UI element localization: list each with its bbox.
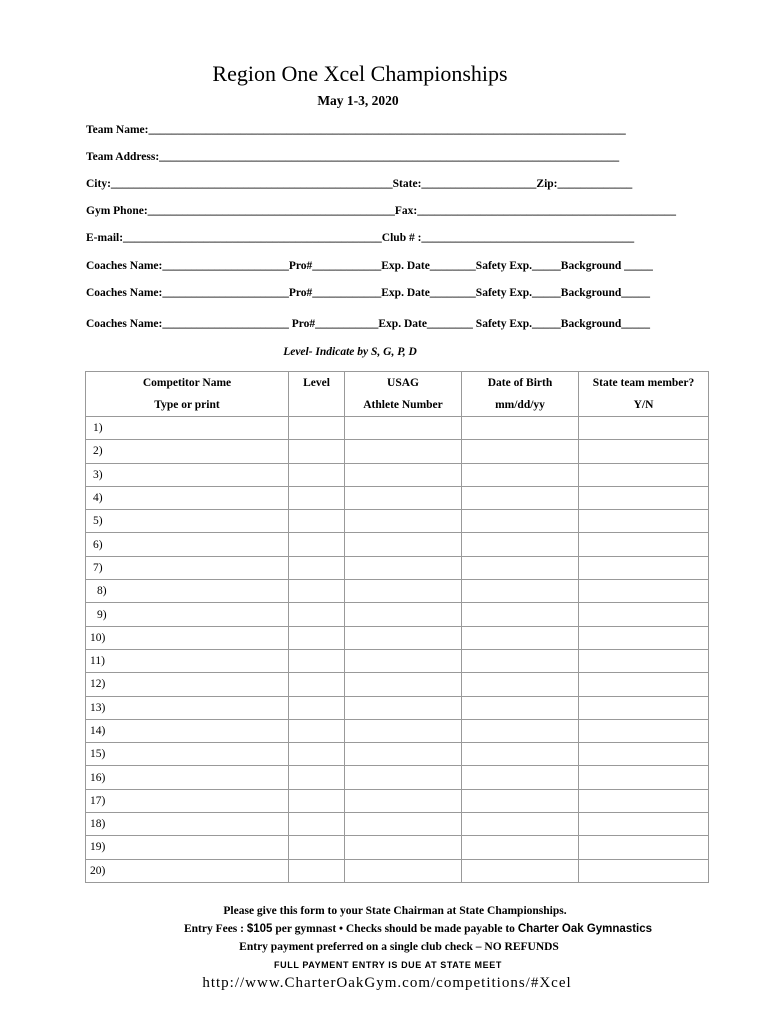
table-row xyxy=(86,813,709,836)
level-cell[interactable] xyxy=(289,626,345,649)
usag-cell[interactable] xyxy=(345,580,462,603)
dob-cell[interactable] xyxy=(462,533,579,556)
dob-cell[interactable] xyxy=(462,813,579,836)
dob-cell[interactable] xyxy=(462,859,579,882)
usag-cell[interactable] xyxy=(345,719,462,742)
usag-cell[interactable] xyxy=(345,486,462,509)
dob-cell[interactable] xyxy=(462,603,579,626)
table-row xyxy=(86,556,709,579)
table-subheader-row xyxy=(86,394,709,417)
usag-cell[interactable] xyxy=(345,743,462,766)
coach-3-field[interactable]: Coaches Name:______________________ Pro#___________Exp. Date________ Safety Exp._____Background_____ xyxy=(86,318,651,330)
row-number: 12) xyxy=(86,673,289,696)
dob-cell[interactable] xyxy=(462,649,579,672)
row-number: 16) xyxy=(86,766,289,789)
dob-cell[interactable] xyxy=(462,626,579,649)
team-address-field[interactable]: Team Address:________________________________________________________________________________ xyxy=(86,151,620,163)
state-team-cell[interactable] xyxy=(579,836,709,859)
level-cell[interactable] xyxy=(289,859,345,882)
level-cell[interactable] xyxy=(289,463,345,486)
usag-cell[interactable] xyxy=(345,603,462,626)
state-team-cell[interactable] xyxy=(579,440,709,463)
state-team-cell[interactable] xyxy=(579,580,709,603)
usag-cell[interactable] xyxy=(345,626,462,649)
coach-1-field[interactable]: Coaches Name:______________________Pro#____________Exp. Date________Safety Exp._____Background _____ xyxy=(86,260,653,272)
level-note: Level- Indicate by S, G, P, D xyxy=(283,346,417,358)
level-cell[interactable] xyxy=(289,813,345,836)
state-team-cell[interactable] xyxy=(579,813,709,836)
state-team-cell[interactable] xyxy=(579,696,709,719)
usag-cell[interactable] xyxy=(345,836,462,859)
entry-fees-line xyxy=(0,923,770,935)
state-team-cell[interactable] xyxy=(579,719,709,742)
level-cell[interactable] xyxy=(289,486,345,509)
row-number: 2) xyxy=(86,440,289,463)
usag-cell[interactable] xyxy=(345,533,462,556)
payee-name: Charter Oak Gymnastics xyxy=(517,923,653,935)
column-subheader: mm/dd/yy xyxy=(462,394,579,417)
row-number: 5) xyxy=(86,510,289,533)
dob-cell[interactable] xyxy=(462,766,579,789)
usag-cell[interactable] xyxy=(345,417,462,440)
row-number: 17) xyxy=(86,789,289,812)
table-row xyxy=(86,789,709,812)
row-number: 18) xyxy=(86,813,289,836)
table-row xyxy=(86,626,709,649)
row-number: 8) xyxy=(86,580,289,603)
fees-amount: $105 xyxy=(246,923,273,935)
coach-2-field[interactable]: Coaches Name:______________________Pro#____________Exp. Date________Safety Exp._____Background_____ xyxy=(86,287,651,299)
dob-cell[interactable] xyxy=(462,789,579,812)
table-row xyxy=(86,603,709,626)
usag-cell[interactable] xyxy=(345,789,462,812)
level-cell[interactable] xyxy=(289,510,345,533)
state-team-cell[interactable] xyxy=(579,603,709,626)
website-link[interactable]: http://www.CharterOakGym.com/competitions/#Xcel xyxy=(202,975,572,991)
usag-cell[interactable] xyxy=(345,463,462,486)
table-row xyxy=(86,440,709,463)
usag-cell[interactable] xyxy=(345,649,462,672)
level-cell[interactable] xyxy=(289,719,345,742)
column-header: USAG xyxy=(345,372,462,395)
dob-cell[interactable] xyxy=(462,556,579,579)
level-cell[interactable] xyxy=(289,440,345,463)
usag-cell[interactable] xyxy=(345,440,462,463)
row-number: 4) xyxy=(86,486,289,509)
table-row xyxy=(86,766,709,789)
state-team-cell[interactable] xyxy=(579,463,709,486)
event-date: May 1-3, 2020 xyxy=(317,93,399,108)
state-team-cell[interactable] xyxy=(579,673,709,696)
level-cell[interactable] xyxy=(289,580,345,603)
table-row xyxy=(86,743,709,766)
usag-cell[interactable] xyxy=(345,813,462,836)
table-row xyxy=(86,696,709,719)
fees-middle: per gymnast • Checks should be made payable to xyxy=(272,923,518,935)
column-subheader: Y/N xyxy=(579,394,709,417)
submission-note: Please give this form to your State Chairman at State Championships. xyxy=(223,905,567,917)
state-team-cell[interactable] xyxy=(579,486,709,509)
dob-cell[interactable] xyxy=(462,580,579,603)
dob-cell[interactable] xyxy=(462,696,579,719)
table-row xyxy=(86,417,709,440)
table-row xyxy=(86,719,709,742)
level-cell[interactable] xyxy=(289,673,345,696)
table-row xyxy=(86,486,709,509)
table-header-row xyxy=(86,372,709,395)
dob-cell[interactable] xyxy=(462,486,579,509)
column-header: Date of Birth xyxy=(462,372,579,395)
column-subheader xyxy=(289,394,345,417)
city-state-zip-field[interactable]: City:_________________________________________________State:____________________Zip:_____________ xyxy=(86,178,633,190)
dob-cell[interactable] xyxy=(462,417,579,440)
gym-phone-fax-field[interactable]: Gym Phone:___________________________________________Fax:_____________________________________________ xyxy=(86,205,677,217)
usag-cell[interactable] xyxy=(345,696,462,719)
state-team-cell[interactable] xyxy=(579,510,709,533)
payment-note: Entry payment preferred on a single club check – NO REFUNDS xyxy=(239,941,559,953)
state-team-cell[interactable] xyxy=(579,533,709,556)
level-cell[interactable] xyxy=(289,417,345,440)
row-number: 3) xyxy=(86,463,289,486)
table-row xyxy=(86,836,709,859)
state-team-cell[interactable] xyxy=(579,626,709,649)
level-cell[interactable] xyxy=(289,766,345,789)
table-row xyxy=(86,859,709,882)
level-cell[interactable] xyxy=(289,743,345,766)
level-cell[interactable] xyxy=(289,603,345,626)
level-cell[interactable] xyxy=(289,649,345,672)
usag-cell[interactable] xyxy=(345,859,462,882)
row-number: 13) xyxy=(86,696,289,719)
level-cell[interactable] xyxy=(289,533,345,556)
email-club-field[interactable]: E-mail:_____________________________________________Club # :_____________________________________ xyxy=(86,232,635,244)
column-subheader: Athlete Number xyxy=(345,394,462,417)
level-cell[interactable] xyxy=(289,836,345,859)
usag-cell[interactable] xyxy=(345,766,462,789)
usag-cell[interactable] xyxy=(345,556,462,579)
column-header: State team member? xyxy=(579,372,709,395)
row-number: 11) xyxy=(86,649,289,672)
row-number: 10) xyxy=(86,626,289,649)
due-note: FULL PAYMENT ENTRY IS DUE AT STATE MEET xyxy=(274,960,502,970)
level-cell[interactable] xyxy=(289,556,345,579)
dob-cell[interactable] xyxy=(462,743,579,766)
row-number: 15) xyxy=(86,743,289,766)
state-team-cell[interactable] xyxy=(579,743,709,766)
usag-cell[interactable] xyxy=(345,510,462,533)
table-row xyxy=(86,673,709,696)
level-cell[interactable] xyxy=(289,696,345,719)
dob-cell[interactable] xyxy=(462,440,579,463)
row-number: 20) xyxy=(86,859,289,882)
row-number: 6) xyxy=(86,533,289,556)
row-number: 9) xyxy=(86,603,289,626)
usag-cell[interactable] xyxy=(345,673,462,696)
table-row xyxy=(86,510,709,533)
row-number: 7) xyxy=(86,556,289,579)
dob-cell[interactable] xyxy=(462,510,579,533)
column-subheader: Type or print xyxy=(86,394,289,417)
dob-cell[interactable] xyxy=(462,719,579,742)
state-team-cell[interactable] xyxy=(579,789,709,812)
dob-cell[interactable] xyxy=(462,463,579,486)
page-title: Region One Xcel Championships xyxy=(212,61,508,86)
level-cell[interactable] xyxy=(289,789,345,812)
row-number: 19) xyxy=(86,836,289,859)
state-team-cell[interactable] xyxy=(579,859,709,882)
competitor-table xyxy=(85,371,709,883)
row-number: 14) xyxy=(86,719,289,742)
column-header: Competitor Name xyxy=(86,372,289,395)
fees-prefix: Entry Fees : xyxy=(183,923,247,935)
column-header: Level xyxy=(289,372,345,395)
table-row xyxy=(86,533,709,556)
team-name-field[interactable]: Team Name:___________________________________________________________________________________ xyxy=(86,124,626,136)
state-team-cell[interactable] xyxy=(579,766,709,789)
dob-cell[interactable] xyxy=(462,836,579,859)
dob-cell[interactable] xyxy=(462,673,579,696)
state-team-cell[interactable] xyxy=(579,649,709,672)
table-row xyxy=(86,580,709,603)
table-row xyxy=(86,463,709,486)
row-number: 1) xyxy=(86,417,289,440)
state-team-cell[interactable] xyxy=(579,556,709,579)
table-row xyxy=(86,649,709,672)
state-team-cell[interactable] xyxy=(579,417,709,440)
